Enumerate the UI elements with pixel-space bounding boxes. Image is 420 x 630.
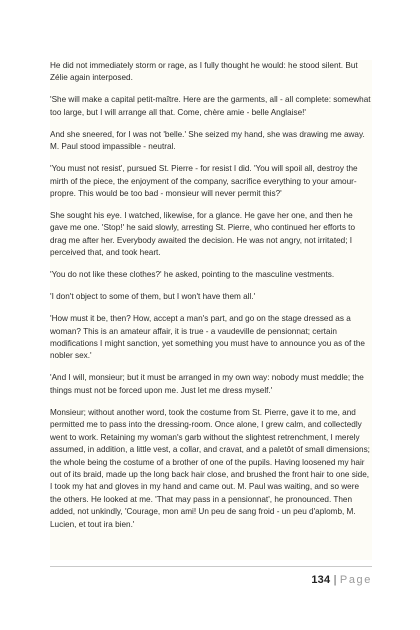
page-footer — [311, 574, 372, 586]
paragraph-5: She sought his eye. I watched, likewise, for a glance. He gave her one, and then he gave me one. 'Stop!' he said slowly, arresting St. Pierre, who continued her efforts to drag me after her. Everybody awaited the decision. He was not angry, not irritated; I perceived that, and took heart. — [50, 211, 356, 258]
footer-divider — [50, 566, 372, 567]
paragraph-4: 'You must not resist', pursued St. Pierre - for resist I did. 'You will spoil all, destroy the mirth of the piece, the enjoyment of the company, sacrifice everything to your amour-propre. This would be too bad - monsieur will never permit this?' — [50, 164, 358, 199]
paragraph-3: And she sneered, for I was not 'belle.' She seized my hand, she was drawing me away. M. Paul stood impassible - neutral. — [50, 129, 365, 152]
page-body — [50, 60, 372, 560]
paragraph-8: 'How must it be, then? How, accept a man's part, and go on the stage dressed as a woman? This is an amateur affair, it is true - a vaudeville de pensionnat; certain modifications I might sanction, yet something you must have to announce you as of the nobler sex.' — [50, 314, 365, 361]
paragraph-9: 'And I will, monsieur; but it must be arranged in my own way: nobody must meddle; the things must not be forced upon me. Just let me dress myself.' — [50, 373, 364, 395]
paragraph-10: Monsieur; without another word, took the costume from St. Pierre, gave it to me, and permitted me to pass into the dressing-room. Once alone, I grew calm, and collectedly went to work. Retaining my woman's garb without the slightest retrenchment, I merely assumed, in addition, a little vest, a collar, and cravat, and a paletôt of small dimensions; the whole being the costume of a brother of one of the pupils. Having loosened my hair out of its braid, made up the long back hair close, and brushed the front hair to one side, I took my hat and gloves in my hand and came out. M. Paul was waiting, and so were the others. He looked at me. 'That may pass in a pensionnat', he pronounced. Then added, not unkindly, 'Courage, mon ami! Un peu de sang froid - un peu d'aplomb, M. Lucien, et tout ira bien.' — [50, 407, 370, 529]
paragraph-6: 'You do not like these clothes?' he asked, pointing to the masculine vestments. — [50, 270, 335, 280]
paragraph-1: He did not immediately storm or rage, as I fully thought he would: he stood silent. But Zélie again interposed. — [50, 61, 358, 83]
footer-separator: | — [333, 574, 337, 586]
page-number: 134 — [311, 574, 331, 586]
page-word: Page — [339, 574, 372, 586]
paragraph-7: 'I don't object to some of them, but I won't have them all.' — [50, 292, 256, 302]
paragraph-2: 'She will make a capital petit-maître. Here are the garments, all - all complete: somewhat too large, but I will arrange all that. Come, chère amie - belle Anglaise!' — [50, 95, 371, 117]
